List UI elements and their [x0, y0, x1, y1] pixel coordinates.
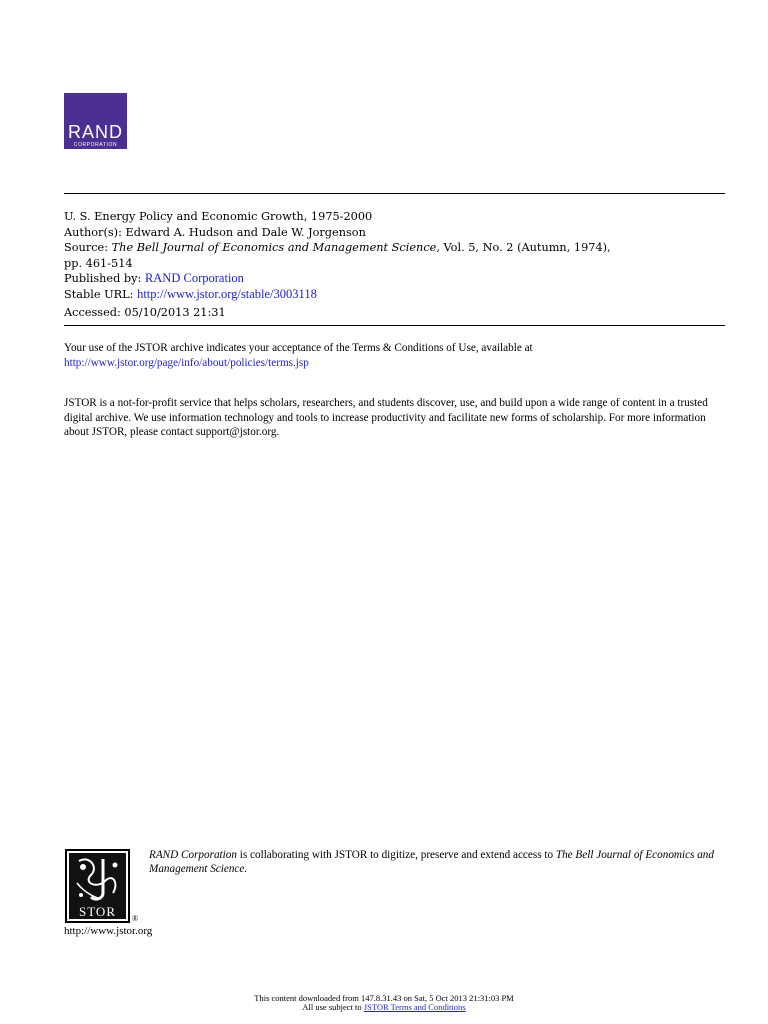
authors-label: Author(s): [64, 225, 122, 239]
jstor-logo-text: STOR [69, 905, 126, 919]
jstor-emblem [69, 853, 126, 905]
source-details: Vol. 5, No. 2 (Autumn, 1974), [443, 241, 611, 254]
registered-mark: ® [132, 914, 139, 923]
pages-line: pp. 461-514 [64, 256, 133, 270]
publisher-link[interactable]: RAND Corporation [144, 271, 244, 285]
accessed-line: Accessed: 05/10/2013 21:31 [64, 306, 226, 319]
usage-terms-line [0, 1002, 768, 1012]
article-title: U. S. Energy Policy and Economic Growth, 1975-2000 [64, 210, 373, 223]
authors-value: Edward A. Hudson and Dale W. Jorgenson [125, 225, 366, 239]
rand-logo-name: RAND [67, 122, 123, 142]
source-journal: The Bell Journal of Economics and Management Science, [111, 241, 440, 254]
collab-middle: is collaborating with JSTOR to digitize, preserve and extend access to [236, 849, 556, 861]
stable-url-label: Stable URL: [64, 287, 134, 301]
usage-terms-prefix: All use subject to [302, 1002, 364, 1012]
collaboration-statement [149, 849, 739, 876]
article-metadata [64, 209, 725, 321]
bottom-divider [64, 325, 725, 326]
publisher-line [64, 271, 725, 287]
about-jstor-paragraph: JSTOR is a not-for-profit service that helps scholars, researchers, and students discover, use, and build upon a wide range of content in a trusted digital archive. We use information technology and tools to increase productivity and facilitate new forms of scholarship. For more information about JSTOR, please contact support@jstor.org. [64, 397, 708, 438]
source-line [64, 240, 725, 256]
rand-logo-sub: CORPORATION [73, 142, 118, 148]
terms-text: Your use of the JSTOR archive indicates your acceptance of the Terms & Conditions of Use, available at [64, 342, 533, 354]
stable-url-link[interactable]: http://www.jstor.org/stable/3003118 [137, 286, 317, 301]
terms-conditions-link[interactable]: JSTOR Terms and Conditions [363, 1002, 466, 1012]
authors-line [64, 225, 725, 241]
jstor-ornament-icon [69, 853, 126, 905]
published-label: Published by: [64, 272, 142, 285]
jstor-logo [65, 849, 130, 923]
terms-paragraph [64, 341, 734, 370]
collab-journal: The Bell Journal of Economics and Management Science. [149, 849, 714, 875]
collab-org: RAND Corporation [149, 849, 237, 861]
jstor-homepage-link[interactable]: http://www.jstor.org [64, 925, 153, 937]
download-info: This content downloaded from 147.8.31.43 on Sat, 5 Oct 2013 21:31:03 PM [254, 993, 514, 1003]
rand-logo [64, 93, 127, 149]
top-divider [64, 193, 725, 194]
source-label: Source: [64, 241, 109, 254]
terms-link[interactable]: http://www.jstor.org/page/info/about/policies/terms.jsp [64, 356, 309, 369]
stable-url-line [64, 287, 725, 303]
